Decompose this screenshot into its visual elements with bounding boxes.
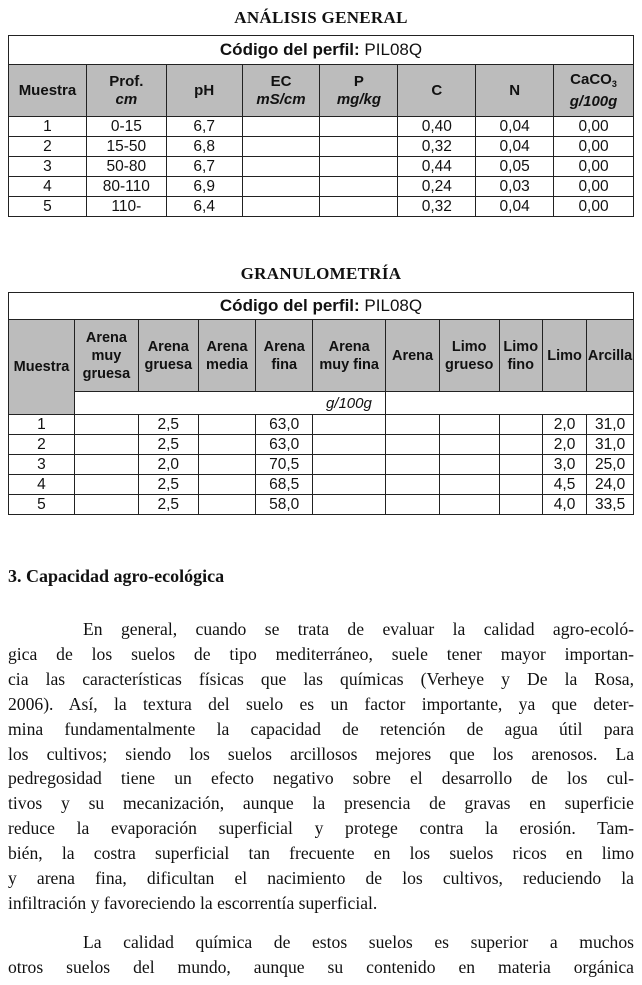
cell-amf [313,495,386,515]
header-limo: Limo [542,320,586,392]
header-prof: Prof. cm [86,65,166,117]
cell-limo: 4,0 [542,495,586,515]
paragraph-line: La calidad química de estos suelos es superior a muchos [83,932,634,952]
table-row [9,157,634,177]
table-row [9,177,634,197]
cell-caco3: 0,00 [554,197,634,217]
cell-p [320,197,398,217]
header-p: P mg/kg [320,65,398,117]
cell-am [198,475,256,495]
cell-ag: 2,5 [138,415,198,435]
caption-value: PIL08Q [364,296,423,315]
paragraph-line: gica de los suelos de tipo mediterráneo, suele tener mayor importan- [8,643,634,664]
cell-limo: 3,0 [542,455,586,475]
cell-caco3: 0,00 [554,117,634,137]
cell-amf [313,455,386,475]
analisis-caption [9,36,634,65]
cell-arcilla: 24,0 [587,475,634,495]
paragraph-line: reduce la evaporación superficial y protege contra la erosión. Tam- [8,818,634,839]
unit-blank-left [74,392,312,415]
cell-c: 0,32 [398,137,476,157]
cell-muestra: 2 [9,435,75,455]
cell-lg [439,475,499,495]
cell-arena [386,475,440,495]
header-muestra: Muestra [9,320,75,415]
cell-af: 58,0 [256,495,313,515]
cell-amf [313,415,386,435]
cell-ag: 2,0 [138,455,198,475]
header-c: C [398,65,476,117]
unit-blank-right [386,392,634,415]
cell-amf [313,475,386,495]
cell-ag: 2,5 [138,435,198,455]
cell-lf [499,495,542,515]
cell-arena [386,495,440,515]
cell-ph: 6,7 [166,117,242,137]
granulometria-caption [9,293,634,320]
table-row [9,475,634,495]
header-ec: EC mS/cm [242,65,320,117]
cell-af: 63,0 [256,435,313,455]
cell-caco3: 0,00 [554,137,634,157]
header-limo-fino: Limo fino [499,320,542,392]
cell-arena [386,435,440,455]
paragraph-1 [8,617,634,916]
cell-c: 0,44 [398,157,476,177]
cell-n: 0,04 [476,137,554,157]
cell-prof: 110- [86,197,166,217]
cell-prof: 15-50 [86,137,166,157]
header-arcilla: Arcilla [587,320,634,392]
cell-am [198,495,256,515]
cell-ec [242,177,320,197]
header-arena-media: Arena media [198,320,256,392]
cell-c: 0,40 [398,117,476,137]
paragraph-line: infiltración y favoreciendo la escorrentía superficial. [8,892,378,913]
cell-ec [242,137,320,157]
cell-muestra: 4 [9,475,75,495]
granulometria-header-row [9,320,634,392]
paragraph-line: y arena fina, dificultan el nacimiento de los cultivos, reduciendo la [8,868,634,889]
header-ph: pH [166,65,242,117]
cell-muestra: 1 [9,415,75,435]
cell-limo: 2,0 [542,415,586,435]
cell-arena [386,415,440,435]
cell-amg [74,435,138,455]
cell-lf [499,455,542,475]
cell-amf [313,435,386,455]
cell-p [320,157,398,177]
cell-c: 0,24 [398,177,476,197]
cell-arcilla: 31,0 [587,415,634,435]
cell-p [320,177,398,197]
cell-muestra: 2 [9,137,87,157]
cell-lf [499,435,542,455]
cell-ec [242,157,320,177]
header-arena-fina: Arena fina [256,320,313,392]
cell-amg [74,415,138,435]
header-arena-muy-gruesa: Arena muy gruesa [74,320,138,392]
header-arena-muy-fina: Arena muy fina [313,320,386,392]
cell-am [198,415,256,435]
cell-lf [499,415,542,435]
table-row [9,197,634,217]
analisis-caption-row [9,36,634,65]
cell-ec [242,197,320,217]
table-row [9,435,634,455]
analisis-header-row [9,65,634,117]
cell-lg [439,495,499,515]
table-row [9,137,634,157]
granulometria-table [8,292,634,515]
section-heading: 3. Capacidad agro-ecológica [8,566,225,586]
cell-ph: 6,4 [166,197,242,217]
cell-amg [74,495,138,515]
paragraph-line: 2006). Así, la textura del suelo es un factor importante, ya que deter- [8,693,634,714]
caption-label: Código del perfil: [219,40,360,59]
cell-limo: 4,5 [542,475,586,495]
paragraph-line: tivos y su mecanización, aunque la presencia de gravas en superficie [8,793,634,814]
header-arena-gruesa: Arena gruesa [138,320,198,392]
paragraph-2 [8,930,634,980]
paragraph-line: mina fundamentalmente la capacidad de retención de agua útil para [8,718,634,739]
cell-ph: 6,8 [166,137,242,157]
cell-muestra: 5 [9,495,75,515]
table-row [9,455,634,475]
cell-am [198,435,256,455]
cell-muestra: 1 [9,117,87,137]
cell-lg [439,415,499,435]
paragraph-line: bién, la costra superficial tan frecuente en los suelos ricos en limo [8,843,634,864]
cell-ag: 2,5 [138,495,198,515]
cell-lg [439,435,499,455]
cell-muestra: 3 [9,455,75,475]
cell-lg [439,455,499,475]
paragraph-line: En general, cuando se trata de evaluar la calidad agro-ecoló- [83,619,634,639]
cell-af: 68,5 [256,475,313,495]
cell-muestra: 3 [9,157,87,177]
cell-prof: 0-15 [86,117,166,137]
cell-ec [242,117,320,137]
analisis-table [8,35,634,217]
table-row [9,495,634,515]
header-n: N [476,65,554,117]
cell-arcilla: 25,0 [587,455,634,475]
cell-lf [499,475,542,495]
cell-limo: 2,0 [542,435,586,455]
cell-n: 0,04 [476,117,554,137]
table-row [9,415,634,435]
header-caco3: CaCO$_3$ g/100g [554,65,634,117]
table-row [9,117,634,137]
cell-arcilla: 33,5 [587,495,634,515]
cell-am [198,455,256,475]
cell-p [320,117,398,137]
cell-c: 0,32 [398,197,476,217]
unit-label: g/100g [313,392,386,415]
cell-prof: 50-80 [86,157,166,177]
paragraph-line: pedregosidad tiene un efecto negativo sobre el desarrollo de los cul- [8,768,634,789]
cell-caco3: 0,00 [554,157,634,177]
cell-caco3: 0,00 [554,177,634,197]
cell-arcilla: 31,0 [587,435,634,455]
cell-prof: 80-110 [86,177,166,197]
cell-p [320,137,398,157]
caption-value: PIL08Q [364,40,423,59]
granulometria-caption-row [9,293,634,320]
cell-amg [74,475,138,495]
header-limo-grueso: Limo grueso [439,320,499,392]
caption-label: Código del perfil: [219,296,360,315]
paragraph-line: cia las características físicas que las químicas (Verheye y De la Rosa, [8,668,634,689]
cell-n: 0,03 [476,177,554,197]
cell-n: 0,04 [476,197,554,217]
cell-ag: 2,5 [138,475,198,495]
cell-muestra: 4 [9,177,87,197]
header-muestra: Muestra [9,65,87,117]
granulometria-title: GRANULOMETRÍA [240,264,402,283]
cell-af: 63,0 [256,415,313,435]
cell-ph: 6,9 [166,177,242,197]
analisis-title: ANÁLISIS GENERAL [234,8,408,27]
cell-n: 0,05 [476,157,554,177]
cell-arena [386,455,440,475]
cell-muestra: 5 [9,197,87,217]
cell-amg [74,455,138,475]
paragraph-line: los cultivos; siendo los suelos arcillosos mejores que los arenosos. La [8,743,634,764]
granulometria-unit-row [9,392,634,415]
header-arena: Arena [386,320,440,392]
cell-af: 70,5 [256,455,313,475]
paragraph-line: otros suelos del mundo, aunque su contenido en materia orgánica [8,956,634,977]
cell-ph: 6,7 [166,157,242,177]
